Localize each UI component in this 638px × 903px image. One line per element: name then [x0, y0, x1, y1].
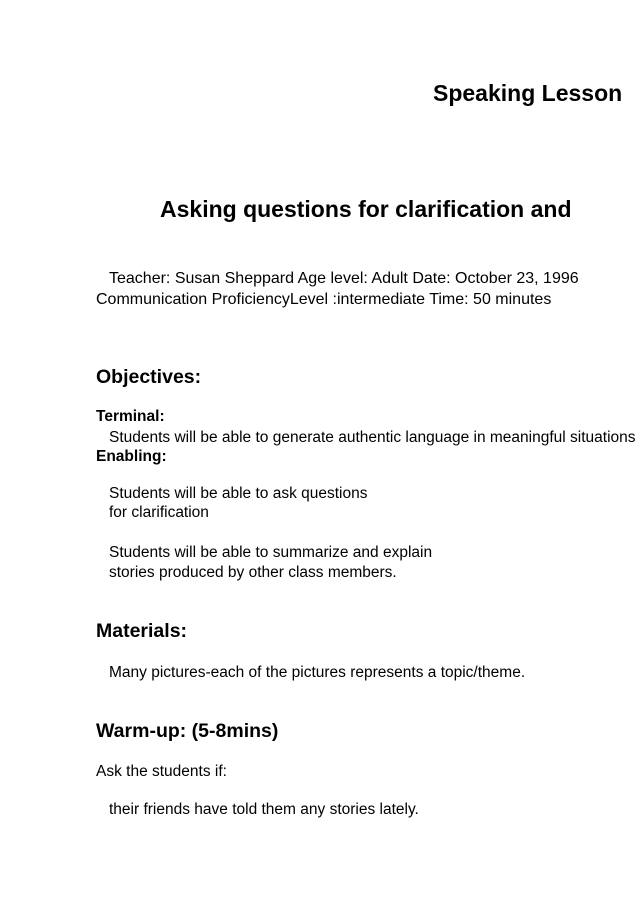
terminal-objective-text: Students will be able to generate authentic language in meaningful situations: [109, 429, 636, 446]
lesson-info-line-2: Communication ProficiencyLevel :intermediate Time: 50 minutes: [96, 291, 552, 308]
warmup-heading: Warm-up: (5-8mins): [96, 720, 279, 742]
lesson-info-line-1: Teacher: Susan Sheppard Age level: Adult Date: October 23, 1996: [109, 270, 579, 287]
terminal-label: Terminal:: [96, 408, 165, 425]
enabling-objective-1-line-1: Students will be able to ask questions: [109, 485, 368, 502]
warmup-item: their friends have told them any stories lately.: [109, 801, 419, 818]
lesson-subtitle: Asking questions for clarification and: [160, 196, 572, 222]
enabling-objective-2-line-2: stories produced by other class members.: [109, 564, 397, 581]
materials-heading: Materials:: [96, 620, 188, 642]
document-title: Speaking Lesson: [433, 80, 623, 106]
warmup-intro: Ask the students if:: [96, 763, 227, 780]
objectives-heading: Objectives:: [96, 366, 202, 388]
enabling-objective-2-line-1: Students will be able to summarize and explain: [109, 544, 433, 561]
enabling-objective-1-line-2: for clarification: [109, 504, 209, 521]
materials-text: Many pictures-each of the pictures represents a topic/theme.: [109, 664, 526, 681]
enabling-label: Enabling:: [96, 448, 167, 465]
